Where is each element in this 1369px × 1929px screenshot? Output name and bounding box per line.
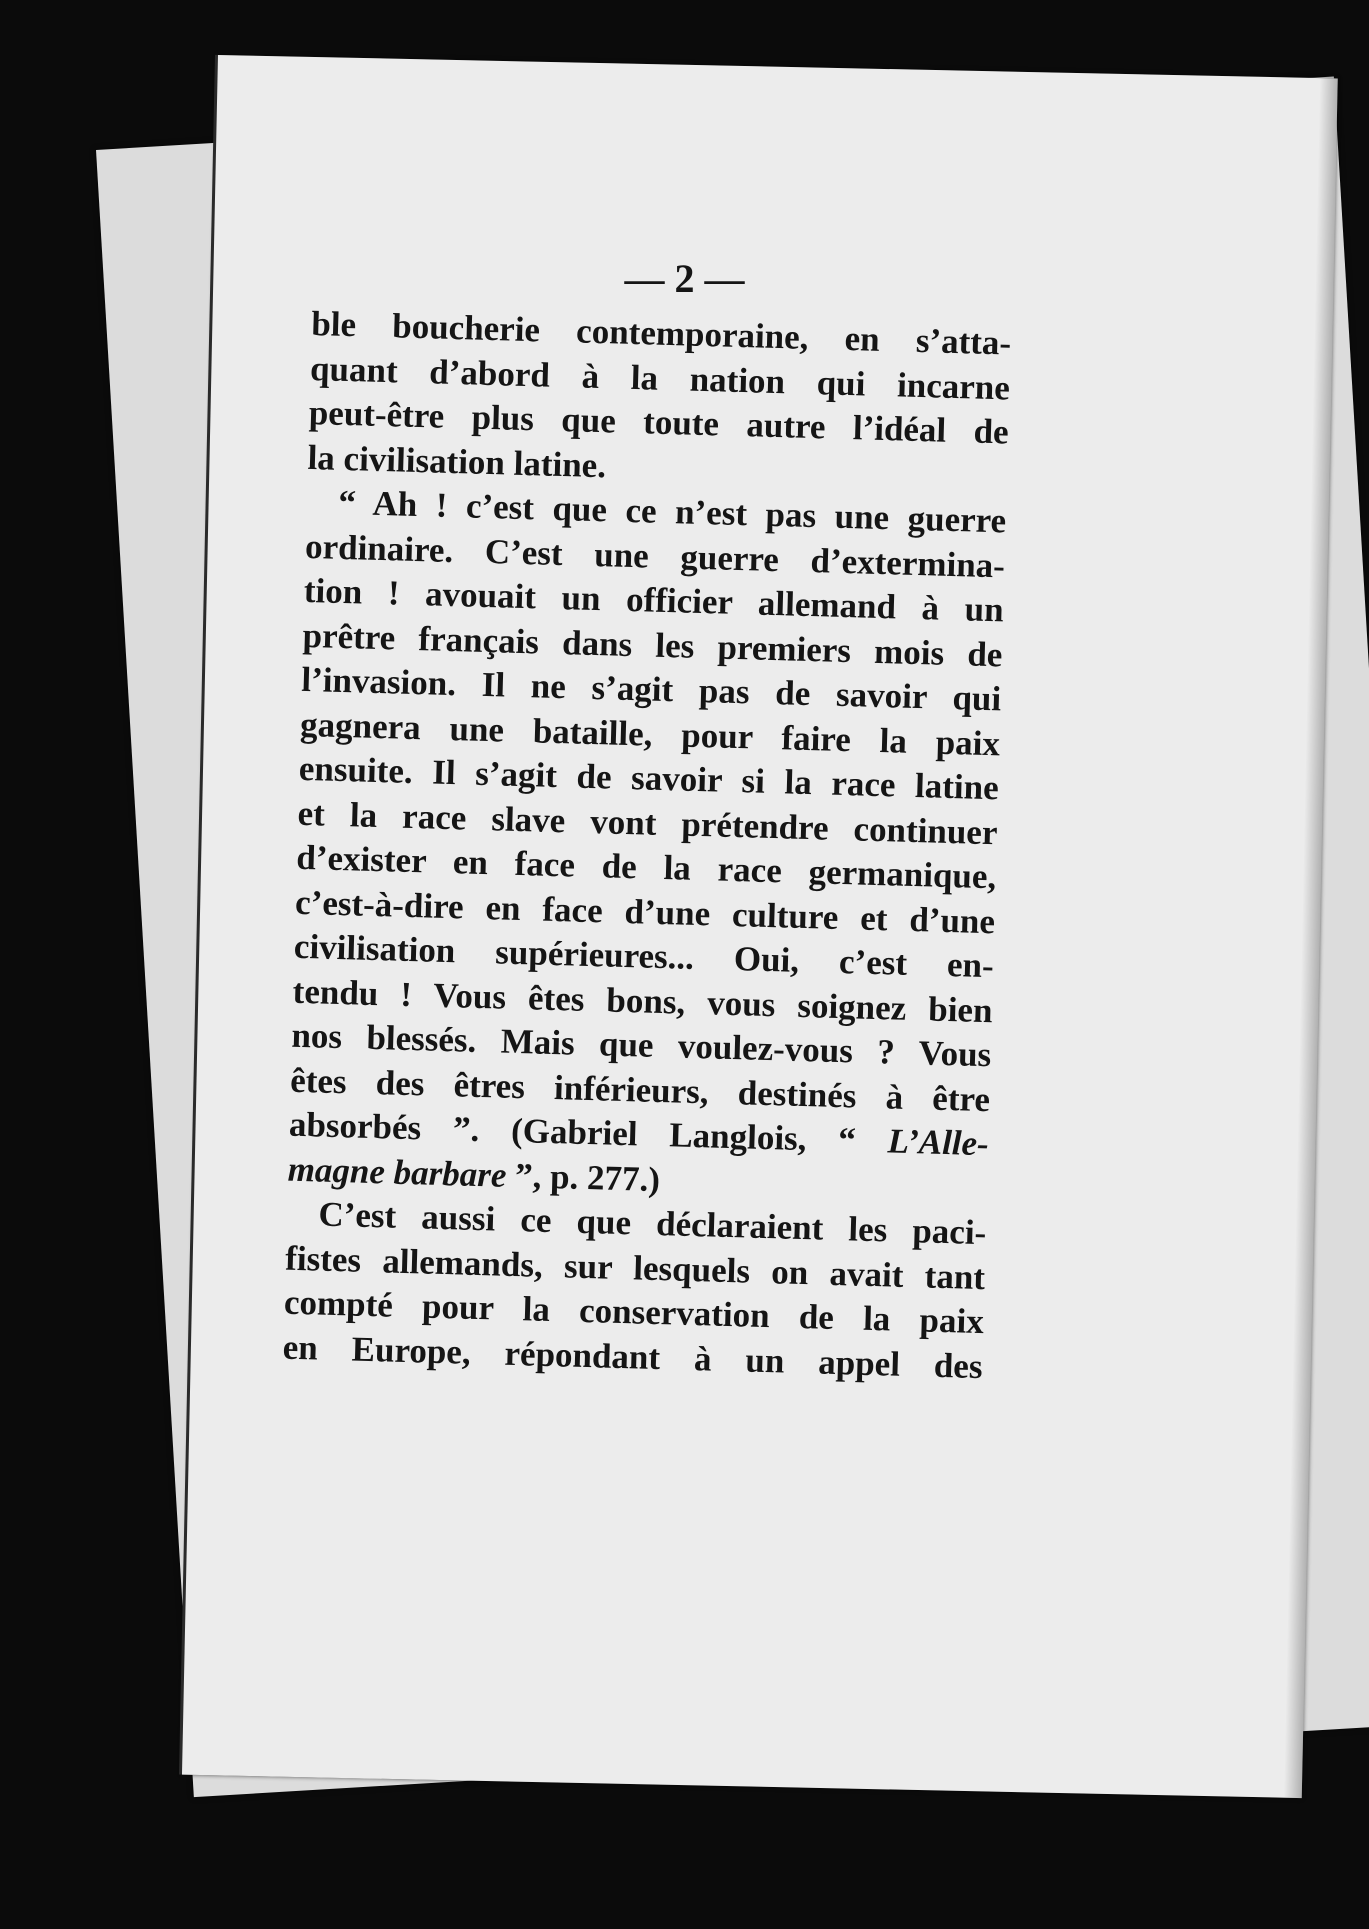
text-line: gagnera une bataille, pour faire la paix bbox=[299, 704, 1001, 763]
text-line: C’est aussi ce que déclaraient les paci- bbox=[317, 1194, 987, 1253]
text-line: quant d’abord à la nation qui incarne bbox=[309, 348, 1011, 408]
text-line: ble boucherie contemporaine, en s’atta- bbox=[310, 303, 1012, 363]
text-line: et la race slave vont prétendre continuer bbox=[297, 793, 999, 852]
text-line: tion ! avouait un officier allemand à un bbox=[303, 570, 1005, 630]
body-text bbox=[282, 302, 1012, 1389]
citation-title-part2: magne barbare bbox=[287, 1149, 508, 1195]
page-number: — 2 — bbox=[624, 256, 745, 301]
text-line: civilisation supérieures... Oui, c’est en- bbox=[293, 926, 995, 986]
text-line: d’exister en face de la race germanique, bbox=[295, 837, 997, 897]
text-line: tendu ! Vous êtes bons, vous soignez bien bbox=[292, 971, 994, 1030]
text-line: nos blessés. Mais que voulez-vous ? Vous bbox=[290, 1015, 992, 1075]
text-line: prêtre français dans les premiers mois de bbox=[302, 615, 1003, 674]
text-line: “ Ah ! c’est que ce n’est pas une guerre bbox=[337, 482, 1007, 541]
citation-pre: absorbés ”. (Gabriel Langlois, “ bbox=[288, 1104, 889, 1161]
text-line: peut-être plus que toute autre l’idéal de bbox=[308, 392, 1010, 452]
citation-post: ”, p. 277.) bbox=[505, 1155, 661, 1199]
text-line: ensuite. Il s’agit de savoir si la race latine bbox=[298, 748, 1000, 808]
text-line: en Europe, répondant à un appel des bbox=[282, 1327, 984, 1386]
citation-title-part1: L’Alle- bbox=[887, 1121, 990, 1164]
text-line: compté pour la conservation de la paix bbox=[283, 1282, 985, 1342]
text-line: êtes des êtres inférieurs, destinés à être bbox=[289, 1060, 991, 1119]
text-line: la civilisation latine. bbox=[307, 437, 607, 485]
text-line: c’est-à-dire en face d’une culture et d’une bbox=[294, 882, 996, 941]
text-line: fistes allemands, sur lesquels on avait tant bbox=[284, 1238, 986, 1297]
text-line: l’invasion. Il ne s’agit pas de savoir qui bbox=[300, 659, 1002, 719]
text-line: ordinaire. C’est une guerre d’extermina- bbox=[304, 526, 1006, 585]
